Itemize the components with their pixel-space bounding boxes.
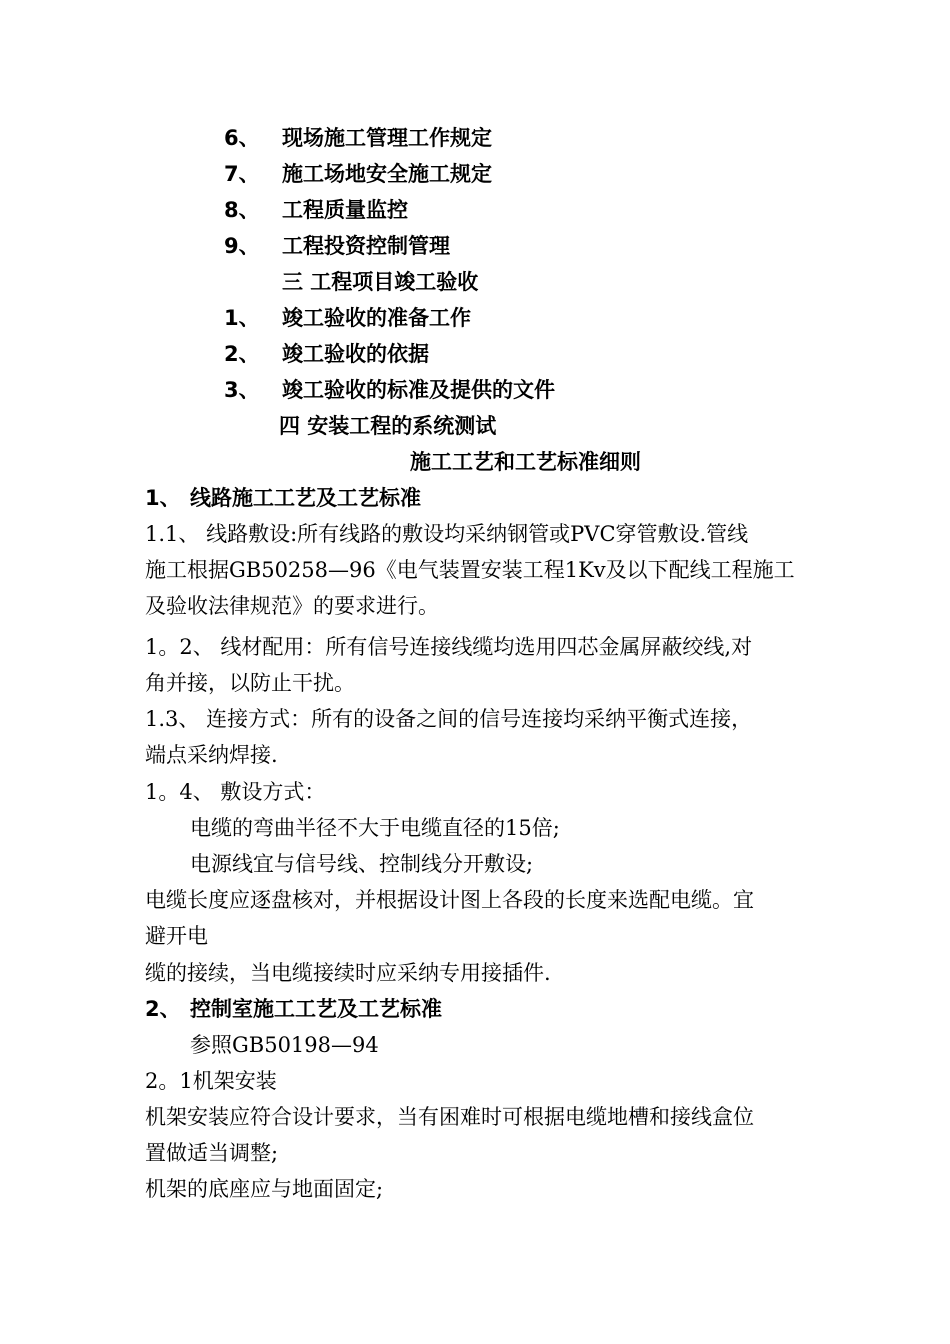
toc-item-number: 1、 bbox=[224, 306, 260, 330]
toc-item bbox=[224, 195, 408, 225]
body-line: 电源线宜与信号线、控制线分开敷设; bbox=[190, 852, 534, 876]
toc-item-text: 竣工验收的准备工作 bbox=[282, 306, 471, 330]
doc-title: 施工工艺和工艺标准细则 bbox=[410, 450, 641, 474]
toc-item bbox=[224, 303, 471, 333]
body-line: 机架的底座应与地面固定; bbox=[145, 1177, 384, 1201]
toc-item bbox=[224, 231, 450, 261]
body-line: 施工根据GB50258—96《电气装置安装工程1Kv及以下配线工程施工 bbox=[145, 558, 795, 582]
toc-item-number: 9、 bbox=[224, 234, 260, 258]
body-line: 1。2、 线材配用：所有信号连接线缆均选用四芯金属屏蔽绞线,对 bbox=[145, 635, 753, 659]
body-line: 置做适当调整; bbox=[145, 1141, 279, 1165]
body-line: 及验收法律规范》的要求进行。 bbox=[145, 594, 439, 618]
toc-item-text: 三 工程项目竣工验收 bbox=[282, 270, 479, 294]
toc-item-number: 8、 bbox=[224, 198, 260, 222]
body-line: 角并接，以防止干扰。 bbox=[145, 671, 355, 695]
body-line: 参照GB50198—94 bbox=[190, 1033, 379, 1057]
toc-item bbox=[224, 159, 492, 189]
toc-section-heading bbox=[282, 267, 478, 297]
toc-item-number: 2、 bbox=[224, 342, 260, 366]
section-number: 1、 bbox=[145, 486, 181, 510]
toc-item-number: 3、 bbox=[224, 378, 260, 402]
toc-item bbox=[224, 123, 492, 153]
toc-item bbox=[224, 375, 555, 405]
body-line: 1.1、 线路敷设:所有线路的敷设均采纳钢管或PVC穿管敷设.管线 bbox=[145, 522, 749, 546]
body-line: 电缆的弯曲半径不大于电缆直径的15倍; bbox=[190, 816, 560, 840]
body-line: 缆的接续，当电缆接续时应采纳专用接插件. bbox=[145, 961, 551, 985]
body-line: 1.3、 连接方式：所有的设备之间的信号连接均采纳平衡式连接， bbox=[145, 707, 753, 731]
section-heading bbox=[145, 994, 442, 1024]
toc-item-text: 工程投资控制管理 bbox=[282, 234, 450, 258]
toc-item-number: 6、 bbox=[224, 126, 260, 150]
toc-item-text: 竣工验收的标准及提供的文件 bbox=[282, 378, 555, 402]
body-line: 避开电 bbox=[145, 924, 208, 948]
body-line: 1。4、 敷设方式： bbox=[145, 780, 326, 804]
toc-item-text: 竣工验收的依据 bbox=[282, 342, 429, 366]
toc-item-text: 施工场地安全施工规定 bbox=[282, 162, 492, 186]
section-heading bbox=[145, 483, 421, 513]
toc-item-text: 工程质量监控 bbox=[282, 198, 408, 222]
section-number: 2、 bbox=[145, 997, 181, 1021]
body-line: 电缆长度应逐盘核对，并根据设计图上各段的长度来选配电缆。宜 bbox=[145, 888, 754, 912]
toc-item-number: 7、 bbox=[224, 162, 260, 186]
body-line: 机架安装应符合设计要求，当有困难时可根据电缆地槽和接线盒位 bbox=[145, 1105, 754, 1129]
toc-item bbox=[224, 339, 429, 369]
body-line: 2。1机架安装 bbox=[145, 1069, 277, 1093]
body-line: 端点采纳焊接. bbox=[145, 743, 278, 767]
section-heading-text: 线路施工工艺及工艺标准 bbox=[190, 486, 421, 510]
section-heading-text: 控制室施工工艺及工艺标准 bbox=[190, 997, 442, 1021]
toc-item-text: 现场施工管理工作规定 bbox=[282, 126, 492, 150]
toc-section-heading: 四 安装工程的系统测试 bbox=[279, 414, 497, 438]
